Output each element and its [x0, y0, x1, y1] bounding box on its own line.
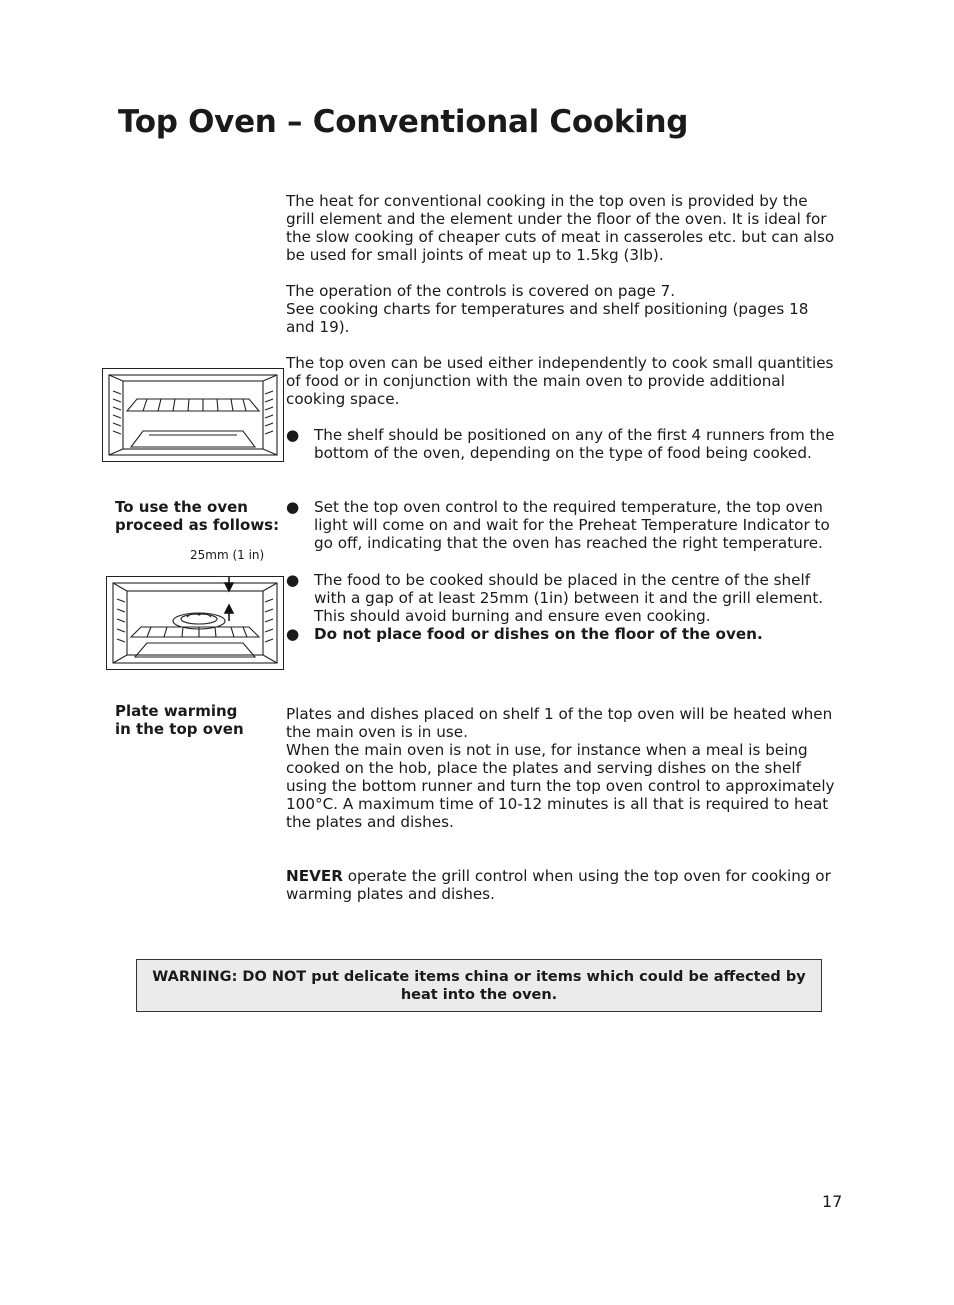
intro-paragraph-3: The top oven can be used either independently to cook small quantities of food or in conjunction with the main oven to provide additional cooking space. — [286, 354, 834, 408]
intro-paragraph-2b: See cooking charts for temperatures and shelf positioning (pages 18 and 19). — [286, 300, 809, 336]
use-oven-step-2-text: The food to be cooked should be placed in the centre of the shelf with a gap of at least 25mm (1in) between it and the grill element. This should avoid burning and ensure even cooking. — [314, 571, 824, 625]
shelf-bullet-text: The shelf should be positioned on any of the first 4 runners from the bottom of the oven, depending on the type of food being cooked. — [314, 426, 835, 462]
plate-warming-label-line-1: Plate warming — [115, 702, 238, 720]
intro-paragraph-1: The heat for conventional cooking in the top oven is provided by the grill element and the element under the floor of the oven. It is ideal for the slow cooking of cheaper cuts of meat in casseroles etc. but can also be used for small joints of meat up to 1.5kg (3lb). — [286, 192, 835, 264]
use-oven-label-line-2: proceed as follows: — [115, 516, 280, 534]
use-oven-step-2 — [286, 571, 838, 625]
plate-warming-label — [115, 702, 244, 738]
bullet-dot: ● — [286, 498, 300, 516]
intro-paragraph-2a: The operation of the controls is covered on page 7. — [286, 282, 676, 300]
gap-dimension-label: 25mm (1 in) — [190, 548, 265, 562]
warning-box — [136, 959, 822, 1012]
never-emphasis: NEVER — [286, 867, 343, 885]
bullet-dot: ● — [286, 426, 300, 444]
bullet-dot: ● — [286, 625, 300, 643]
plate-warming-label-line-2: in the top oven — [115, 720, 244, 738]
use-oven-step-3-text: Do not place food or dishes on the floor of the oven. — [314, 625, 763, 643]
oven-shelf-illustration — [102, 368, 284, 462]
use-oven-step-3 — [286, 625, 838, 643]
bullet-dot: ● — [286, 571, 300, 589]
never-note — [286, 867, 838, 903]
never-note-text: operate the grill control when using the top oven for cooking or warming plates and dishes. — [286, 867, 831, 903]
use-oven-label-line-1: To use the oven — [115, 498, 248, 516]
use-oven-step-1-text: Set the top oven control to the required temperature, the top oven light will come on and wait for the Preheat Temperature Indicator to go off, indicating that the oven has reached the right temperature. — [314, 498, 830, 552]
plate-warming-paragraph-2: When the main oven is not in use, for instance when a meal is being cooked on the hob, place the plates and serving dishes on the shelf using the bottom runner and turn the top oven control to approximately 100°C. A maximum time of 10-12 minutes is all that is required to heat the plates and dishes. — [286, 741, 835, 831]
use-oven-label — [115, 498, 279, 534]
warning-text: WARNING: DO NOT put delicate items china or items which could be affected by heat into the oven. — [152, 968, 806, 1003]
oven-dish-gap-illustration — [106, 576, 284, 670]
use-oven-step-1 — [286, 498, 838, 552]
page-title: Top Oven – Conventional Cooking — [118, 104, 689, 140]
plate-warming-paragraph-1: Plates and dishes placed on shelf 1 of the top oven will be heated when the main oven is in use. — [286, 705, 833, 741]
page-number: 17 — [822, 1192, 843, 1211]
shelf-bullet — [286, 426, 838, 462]
